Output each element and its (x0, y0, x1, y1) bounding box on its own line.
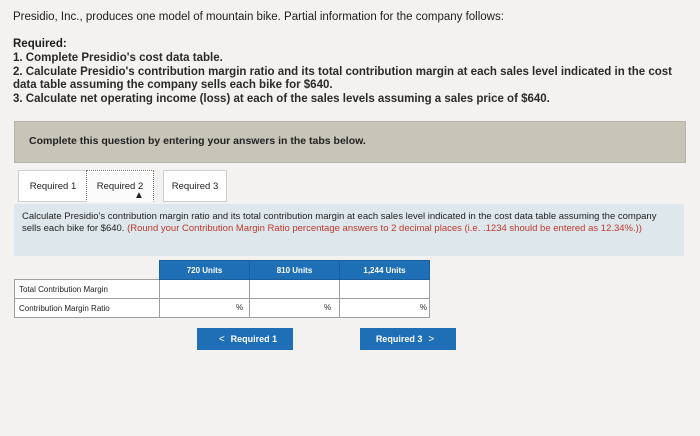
col-1244-units: 1,244 Units (340, 261, 430, 280)
table-header-row (15, 261, 430, 280)
chevron-left-icon: < (218, 333, 225, 345)
percent-sign: % (236, 303, 244, 312)
tab-required-1[interactable]: Required 1 (18, 170, 88, 202)
requirement-3: 3. Calculate net operating income (loss) at each of the sales levels assuming a sales price of $640. (13, 92, 550, 105)
col-720-units: 720 Units (160, 261, 250, 280)
percent-sign: % (324, 303, 332, 312)
percent-sign: % (419, 303, 427, 312)
cm-ratio-720-input[interactable] (160, 299, 250, 318)
mouse-cursor-icon: ▲ (134, 190, 144, 201)
table-row (15, 280, 430, 299)
next-required-3-button[interactable] (360, 328, 456, 350)
table-row (15, 299, 430, 318)
instruction-main: Calculate Presidio's contribution margin ratio and its total contribution margin at each sales level indicated in the cost data table assuming the company sells each bike for $640. (22, 211, 657, 234)
question-panel (14, 204, 684, 256)
rounding-note: (Round your Contribution Margin Ratio percentage answers to 2 decimal places (i.e. .1234 should be entered as 12.34%.)) (127, 222, 642, 234)
cm-ratio-810-input[interactable] (250, 299, 340, 318)
header-blank (15, 261, 160, 280)
total-cm-1244-input[interactable] (340, 280, 430, 299)
required-heading: Required: (13, 38, 67, 50)
requirement-2: 2. Calculate Presidio's contribution margin ratio and its total contribution margin at each sales level indicated in the cost data table assuming the company sells each bike for $640. (13, 65, 673, 91)
question-text (22, 211, 670, 234)
problem-intro: Presidio, Inc., produces one model of mountain bike. Partial information for the company follows: (13, 11, 504, 23)
prev-button-label: Required 1 (230, 334, 278, 344)
total-cm-720-input[interactable] (160, 280, 250, 299)
cm-ratio-1244-input[interactable] (340, 299, 430, 318)
instructions-banner (14, 121, 686, 163)
next-button-label: Required 3 (375, 334, 423, 344)
tab-required-2[interactable]: Required 2 (86, 170, 154, 202)
requirement-1: 1. Complete Presidio's cost data table. (13, 52, 223, 64)
requirements-list (13, 52, 698, 106)
answer-table (14, 260, 430, 318)
col-810-units: 810 Units (250, 261, 340, 280)
chevron-right-icon: > (428, 333, 435, 345)
row-label-cm-ratio: Contribution Margin Ratio (15, 299, 160, 318)
banner-text: Complete this question by entering your answers in the tabs below. (29, 135, 366, 147)
row-label-total-cm: Total Contribution Margin (15, 280, 160, 299)
prev-required-1-button[interactable] (197, 328, 293, 350)
tab-bar (14, 167, 684, 207)
tab-required-3[interactable]: Required 3 (163, 170, 227, 202)
total-cm-810-input[interactable] (250, 280, 340, 299)
